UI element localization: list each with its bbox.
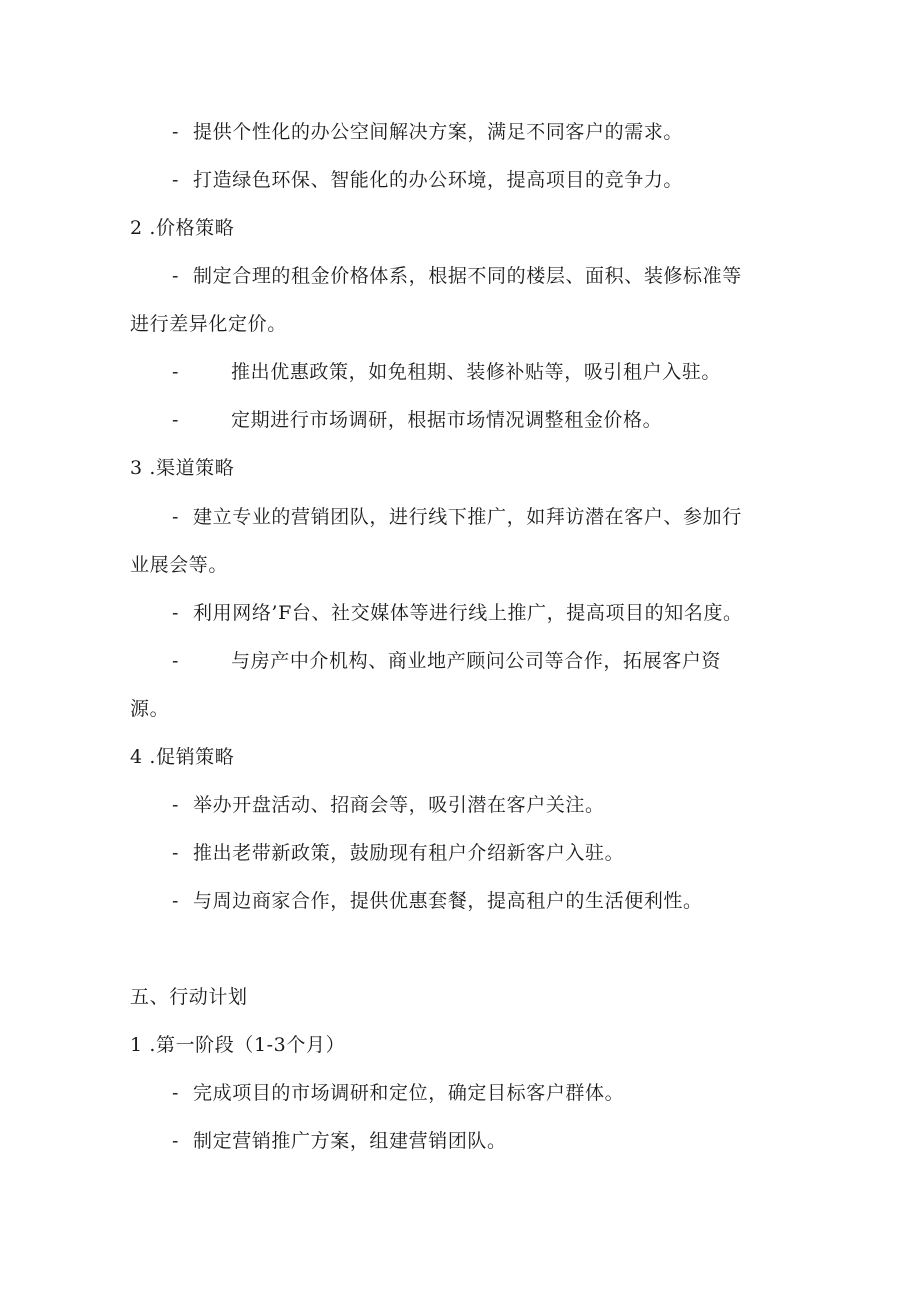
continuation-text: 业展会等。 [130,554,229,576]
continuation-text: 进行差异化定价。 [130,313,287,335]
bullet-line [172,120,683,144]
section-heading-text: 3 .渠道策略 [130,457,235,479]
bullet-dash: - [172,265,180,287]
bullet-line [172,408,662,432]
continuation-line [130,312,287,336]
continuation-line [130,553,228,577]
section-heading [130,745,234,769]
bullet-dash: - [172,602,180,624]
bullet-text: 制定合理的租金价格体系，根据不同的楼层、面积、装修标准等 [193,265,742,287]
bullet-line [172,601,743,625]
section-heading-text: 4 .促销策略 [130,746,235,768]
bullet-line [172,505,742,529]
bullet-line [172,889,703,913]
bullet-text: 建立专业的营销团队，进行线下推广，如拜访潜在客户、参加行 [193,506,742,528]
continuation-text: 源。 [130,698,170,720]
bullet-text: 与房产中介机构、商业地产顾问公司等合作，拓展客户资 [231,650,722,672]
bullet-line [172,793,605,817]
bullet-line [172,264,742,288]
bullet-line [172,1081,624,1105]
bullet-text: 利用网络’F台、社交媒体等进行线上推广，提高项目的知名度。 [193,602,743,624]
bullet-text: 定期进行市场调研，根据市场情况调整租金价格。 [231,409,663,431]
bullet-dash: - [172,794,180,816]
bullet-text: 推出老带新政策，鼓励现有租户介绍新客户入驻。 [193,842,625,864]
bullet-text: 完成项目的市场调研和定位，确定目标客户群体。 [193,1082,625,1104]
continuation-line [130,697,169,721]
bullet-dash: - [172,842,180,864]
section-heading [130,1033,345,1057]
bullet-line [172,360,721,384]
bullet-dash: - [172,650,180,672]
section-heading [130,456,234,480]
bullet-text: 打造绿色环保、智能化的办公环境，提高项目的竞争力。 [193,169,684,191]
bullet-line [172,649,721,673]
section-heading [130,216,234,240]
bullet-line [172,841,624,865]
chapter-heading [130,985,248,1009]
section-heading-text: 2 .价格策略 [130,217,235,239]
bullet-dash: - [172,121,180,143]
bullet-dash: - [172,1130,180,1152]
section-heading-text: 1 .第一阶段（1-3个月） [130,1034,346,1056]
bullet-dash: - [172,361,180,383]
bullet-text: 举办开盘活动、招商会等，吸引潜在客户关注。 [193,794,605,816]
bullet-dash: - [172,409,180,431]
chapter-heading-text: 五、行动计划 [130,986,248,1008]
bullet-line [172,168,683,192]
bullet-dash: - [172,1082,180,1104]
bullet-text: 推出优惠政策，如免租期、装修补贴等，吸引租户入驻。 [231,361,722,383]
bullet-line [172,1129,507,1153]
bullet-dash: - [172,169,180,191]
bullet-dash: - [172,506,180,528]
bullet-text: 与周边商家合作，提供优惠套餐，提高租户的生活便利性。 [193,890,703,912]
bullet-text: 提供个性化的办公空间解决方案，满足不同客户的需求。 [193,121,684,143]
bullet-dash: - [172,890,180,912]
bullet-text: 制定营销推广方案，组建营销团队。 [193,1130,507,1152]
